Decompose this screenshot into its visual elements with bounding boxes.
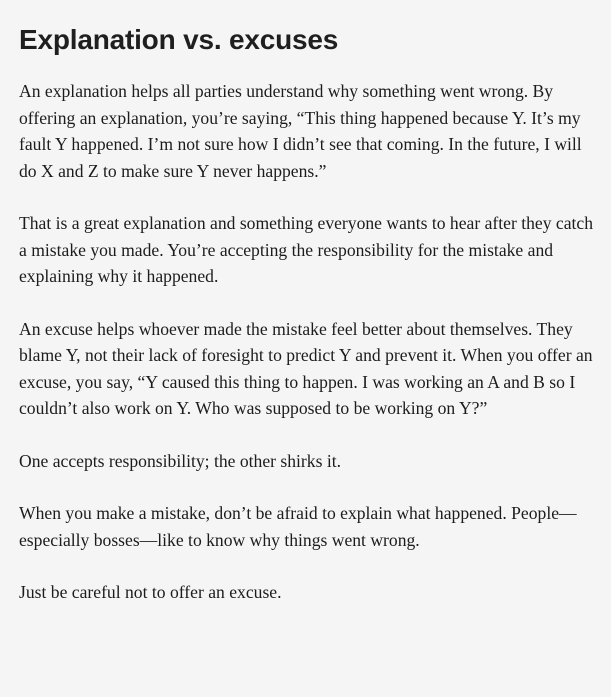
paragraph-excuse: An excuse helps whoever made the mistake feel better about themselves. They blame Y, not their lack of foresight to predict Y and prevent it. When you offer an excuse, you say, “Y caused this thing to happen. I was working an A and B so I couldn’t also work on Y. Who was supposed to be working on Y?”: [19, 318, 593, 418]
paragraph-explanation: An explanation helps all parties understand why something went wrong. By offering an explanation, you’re saying, “This thing happened because Y. It’s my fault Y happened. I’m not sure how I didn’t see that coming. In the future, I will do X and Z to make sure Y never happens.”: [19, 81, 582, 181]
article: [19, 0, 597, 632]
paragraph-great-explanation: That is a great explanation and something everyone wants to hear after they catch a mistake you made. You’re accepting the responsibility for the mistake and explaining why it happened.: [19, 213, 594, 286]
paragraph-contrast: One accepts responsibility; the other shirks it.: [19, 450, 341, 471]
paragraph-advice: When you make a mistake, don’t be afraid to explain what happened. People—especially bosses—like to know why things went wrong.: [19, 503, 577, 550]
article-heading: Explanation vs. excuses: [19, 24, 339, 55]
paragraph-closing: Just be careful not to offer an excuse.: [19, 582, 282, 602]
